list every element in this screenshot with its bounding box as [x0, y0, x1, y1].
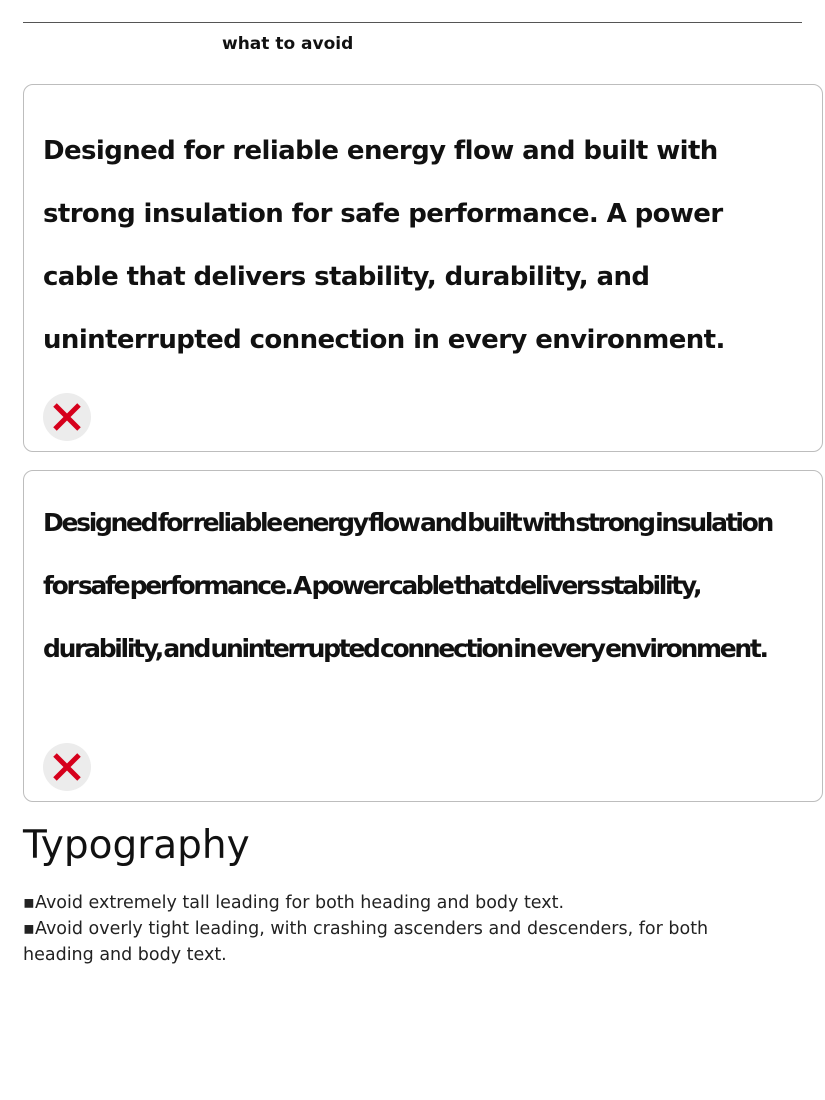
cross-icon: [43, 393, 91, 441]
example-text-tight-tracking: Designed for reliable energy flow and built with strong insulation for safe performance. A power cable that delivers stability, durability, and uninterrupted connection in every environment.: [43, 508, 773, 663]
bullet-icon: ▪: [23, 893, 35, 913]
rule-text: Avoid overly tight leading, with crashing ascenders and descenders, for both heading and body text.: [23, 919, 709, 965]
bullet-icon: ▪: [23, 919, 35, 939]
typography-heading: Typography: [23, 823, 250, 868]
list-item: [23, 890, 783, 916]
list-item: [23, 916, 783, 968]
example-text-tall-leading: Designed for reliable energy flow and built with strong insulation for safe performance. A power cable that delivers stability, durability, and uninterrupted connection in every environment.: [43, 136, 725, 355]
cross-icon: [43, 743, 91, 791]
typography-rules-list: [23, 890, 783, 968]
example-card-tall-leading: [23, 84, 823, 452]
example-card-tight-leading: [23, 470, 823, 802]
section-label: what to avoid: [222, 34, 354, 54]
rule-text: Avoid extremely tall leading for both heading and body text.: [35, 893, 565, 913]
top-divider: [23, 22, 802, 23]
